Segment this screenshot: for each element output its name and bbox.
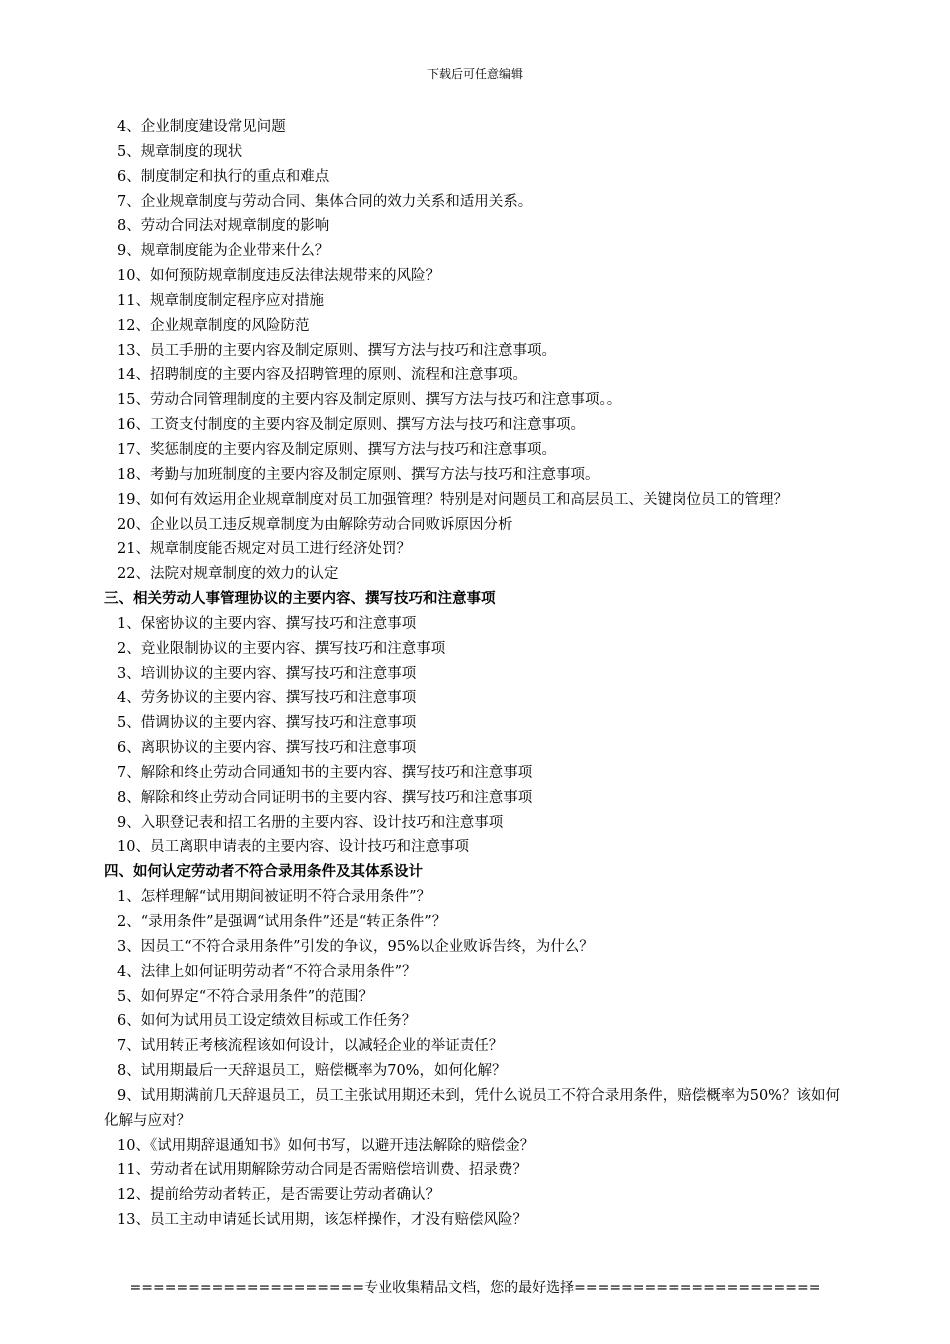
page-header-note: 下载后可任意编辑 — [426, 67, 523, 81]
list-item: 16、工资支付制度的主要内容及制定原则、撰写方法与技巧和注意事项。 — [117, 417, 585, 434]
list-item: 2、竞业限制协议的主要内容、撰写技巧和注意事项 — [117, 640, 446, 657]
list-item: 9、规章制度能为企业带来什么？ — [117, 243, 330, 260]
list-item: 5、借调协议的主要内容、撰写技巧和注意事项 — [117, 715, 417, 732]
list-item: 7、企业规章制度与劳动合同、集体合同的效力关系和适用关系。 — [117, 193, 533, 210]
list-item: 12、提前给劳动者转正，是否需要让劳动者确认？ — [117, 1187, 440, 1204]
list-item: 5、如何界定“不符合录用条件”的范围？ — [117, 988, 374, 1005]
list-item: 22、法院对规章制度的效力的认定 — [117, 566, 339, 583]
section-heading-probation: 四、如何认定劳动者不符合录用条件及其体系设计 — [104, 863, 423, 881]
probation-list — [104, 885, 854, 1233]
list-item: 4、企业制度建设常见问题 — [117, 119, 286, 135]
list-item: 10、《试用期辞退通知书》如何书写，以避开违法解除的赔偿金？ — [117, 1137, 535, 1154]
list-item: 8、解除和终止劳动合同证明书的主要内容、撰写技巧和注意事项 — [117, 789, 533, 806]
list-item: 7、试用转正考核流程该如何设计，以减轻企业的举证责任？ — [117, 1038, 504, 1055]
list-item: 10、员工离职申请表的主要内容、设计技巧和注意事项 — [117, 839, 469, 856]
list-item: 19、如何有效运用企业规章制度对员工加强管理？特别是对问题员工和高层员工、关键岗位员工的管理？ — [117, 491, 788, 508]
regulation-topics-list — [104, 115, 854, 587]
list-item: 5、规章制度的现状 — [117, 143, 243, 160]
list-item: 3、因员工“不符合录用条件”引发的争议，95%以企业败诉告终，为什么？ — [117, 938, 594, 955]
list-item: 15、劳动合同管理制度的主要内容及制定原则、撰写方法与技巧和注意事项。。 — [117, 392, 622, 409]
list-item: 4、法律上如何证明劳动者“不符合录用条件”？ — [117, 963, 417, 980]
list-item: 8、试用期最后一天辞退员工，赔偿概率为70%，如何化解？ — [117, 1063, 507, 1080]
list-item: 13、员工主动申请延长试用期，该怎样操作，才没有赔偿风险？ — [117, 1212, 527, 1229]
list-item: 11、劳动者在试用期解除劳动合同是否需赔偿培训费、招录费？ — [117, 1162, 527, 1179]
page-footer-note: ====================专业收集精品文档，您的最好选择===================== — [129, 1280, 821, 1296]
list-item: 8、劳动合同法对规章制度的影响 — [117, 218, 330, 235]
list-item: 10、如何预防规章制度违反法律法规带来的风险？ — [117, 268, 440, 285]
list-item: 17、奖惩制度的主要内容及制定原则、撰写方法与技巧和注意事项。 — [117, 441, 556, 458]
list-item: 13、员工手册的主要内容及制定原则、撰写方法与技巧和注意事项。 — [117, 342, 556, 359]
list-item: 12、企业规章制度的风险防范 — [117, 317, 310, 334]
list-item: 1、怎样理解“试用期间被证明不符合录用条件”？ — [117, 889, 432, 906]
list-item: 20、企业以员工违反规章制度为由解除劳动合同败诉原因分析 — [117, 516, 513, 533]
list-item: 9、试用期满前几天辞退员工，员工主张试用期还未到，凭什么说员工不符合录用条件，赔偿概率为50%？该如何化解与应对？ — [104, 1087, 840, 1129]
list-item: 3、培训协议的主要内容、撰写技巧和注意事项 — [117, 665, 417, 682]
list-item: 7、解除和终止劳动合同通知书的主要内容、撰写技巧和注意事项 — [117, 764, 533, 781]
list-item: 6、制度制定和执行的重点和难点 — [117, 168, 330, 185]
document-body — [104, 115, 854, 1233]
section-heading-agreements: 三、相关劳动人事管理协议的主要内容、撰写技巧和注意事项 — [104, 590, 496, 608]
list-item: 6、如何为试用员工设定绩效目标或工作任务？ — [117, 1013, 417, 1030]
list-item: 6、离职协议的主要内容、撰写技巧和注意事项 — [117, 740, 417, 757]
list-item: 18、考勤与加班制度的主要内容及制定原则、撰写方法与技巧和注意事项。 — [117, 466, 600, 483]
list-item: 14、招聘制度的主要内容及招聘管理的原则、流程和注意事项。 — [117, 367, 527, 384]
list-item: 9、入职登记表和招工名册的主要内容、设计技巧和注意事项 — [117, 814, 504, 831]
list-item: 1、保密协议的主要内容、撰写技巧和注意事项 — [117, 615, 417, 632]
list-item: 21、规章制度能否规定对员工进行经济处罚？ — [117, 541, 411, 558]
list-item: 2、“录用条件”是强调“试用条件”还是“转正条件”？ — [117, 914, 447, 930]
list-item: 11、规章制度制定程序应对措施 — [117, 292, 324, 309]
list-item: 4、劳务协议的主要内容、撰写技巧和注意事项 — [117, 690, 417, 707]
agreements-list — [104, 612, 854, 860]
